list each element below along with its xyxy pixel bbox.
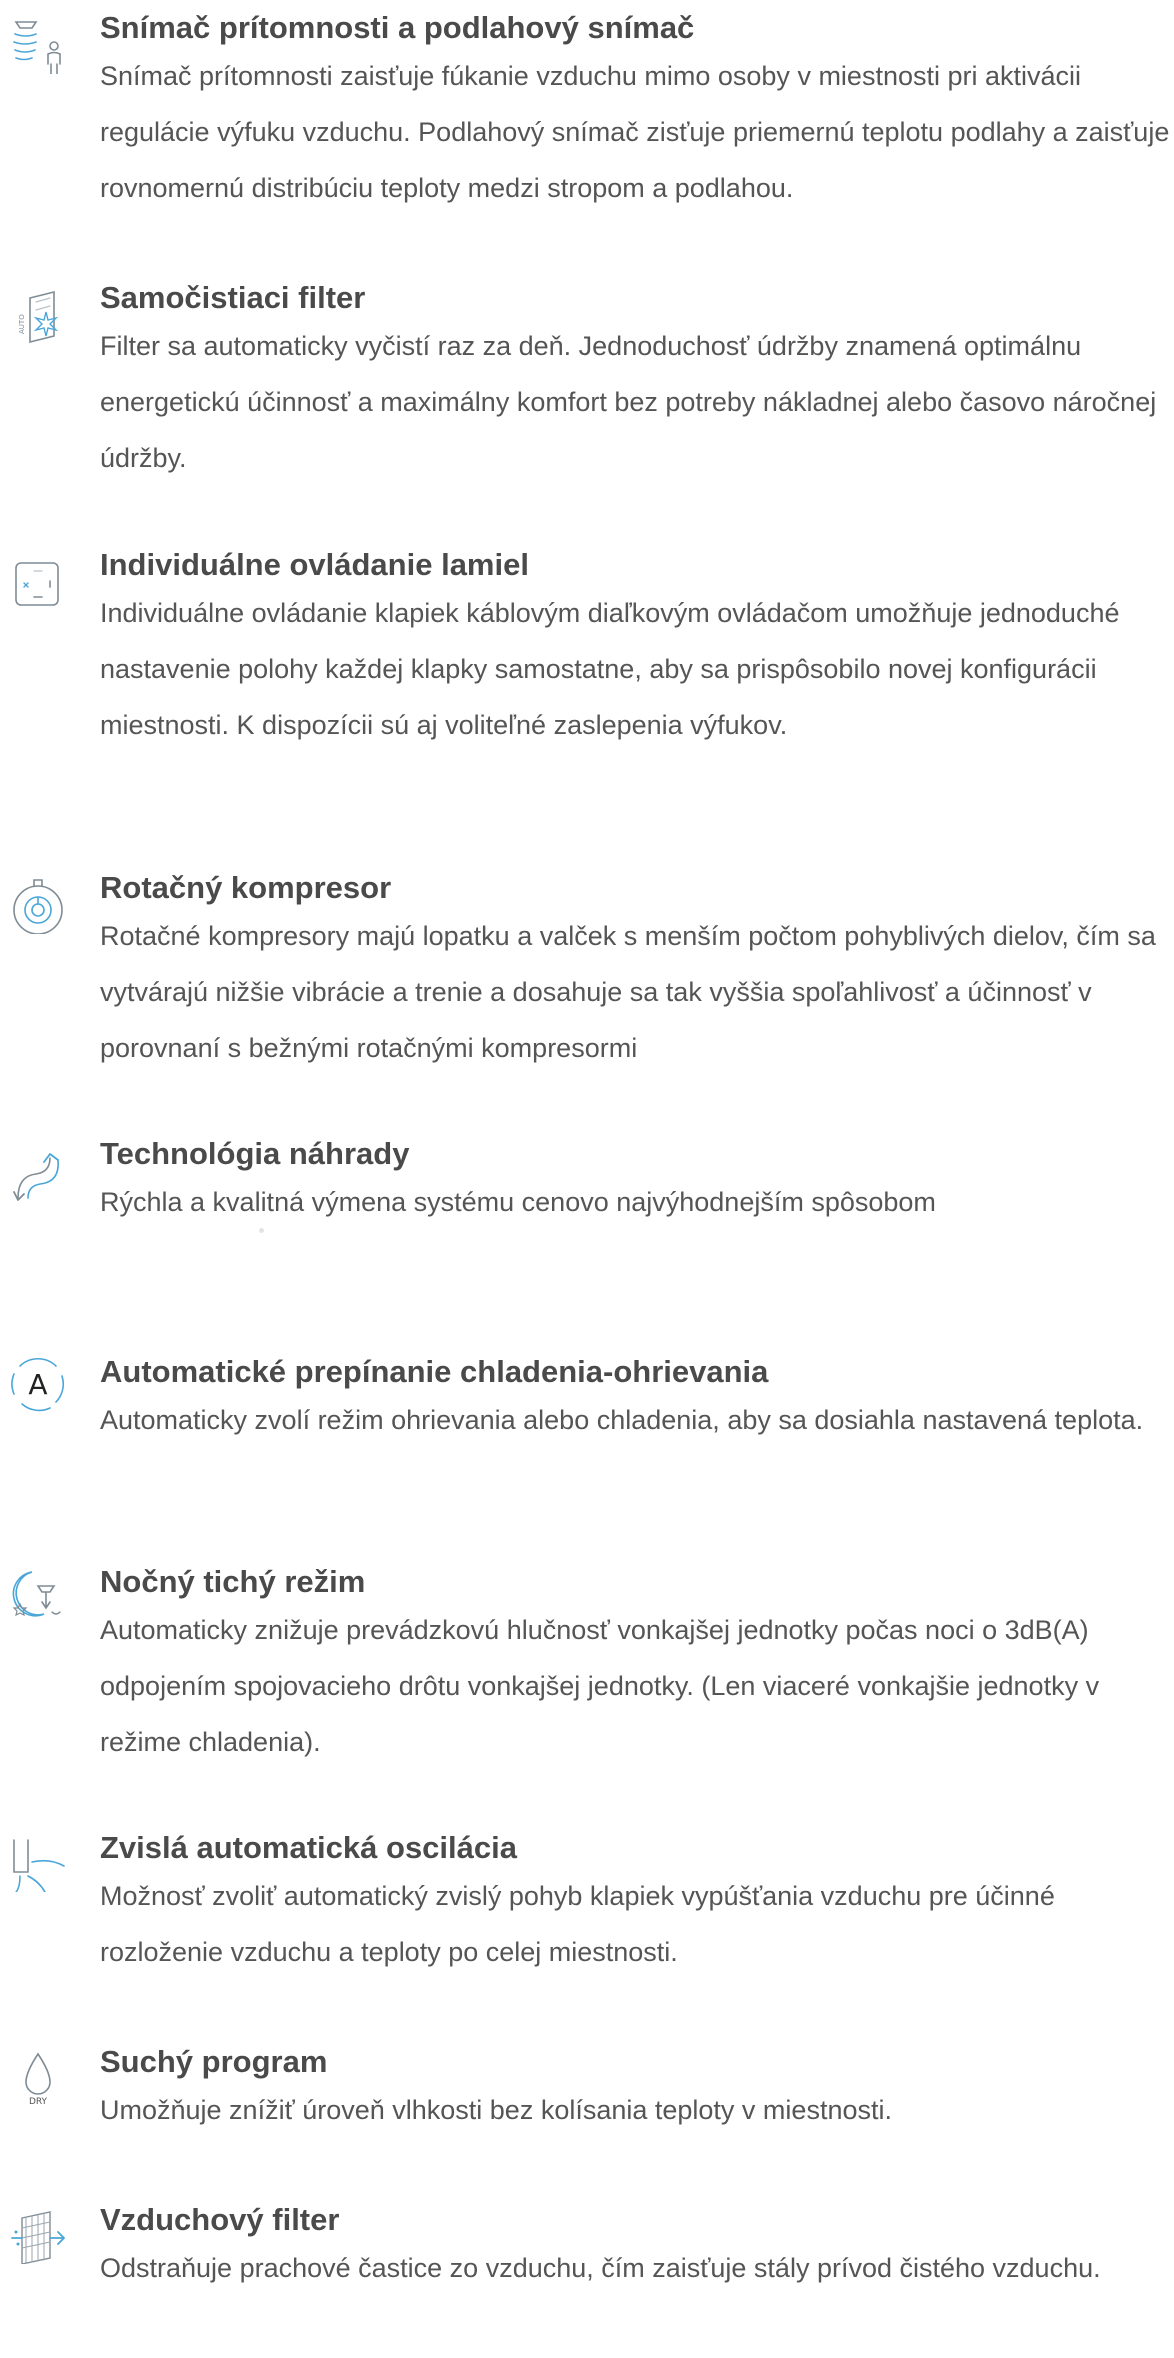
auto-changeover-icon (10, 1356, 66, 1412)
vertical-swing-icon (10, 1836, 66, 1892)
feature-title: Zvislá automatická oscilácia (100, 1830, 517, 1865)
svg-text:DRY: DRY (28, 2097, 48, 2106)
feature-description: Snímač prítomnosti zaisťuje fúkanie vzduchu mimo osoby v miestnosti pri aktivácii regulácie výfuku vzduchu. Podlahový snímač zisťuje priemernú teplotu podlahy a zaisťuje rovnomernú distribúciu teploty medzi stropom a podlahou. (100, 61, 1170, 203)
feature-title: Automatické prepínanie chladenia-ohrievania (100, 1354, 769, 1389)
feature-description: Odstraňuje prachové častice zo vzduchu, čím zaisťuje stály prívod čistého vzduchu. (100, 2253, 1101, 2283)
svg-text:AUTO: AUTO (18, 314, 26, 334)
replacement-technology-icon (10, 1148, 66, 1204)
feature-title: Rotačný kompresor (100, 870, 392, 905)
feature-title: Samočistiaci filter (100, 280, 366, 315)
feature-title: Snímač prítomnosti a podlahový snímač (100, 10, 695, 45)
feature-title: Technológia náhrady (100, 1136, 410, 1171)
feature-title: Vzduchový filter (100, 2202, 340, 2237)
feature-description: Automaticky zvolí režim ohrievania alebo chladenia, aby sa dosiahla nastavená teplota. (100, 1405, 1144, 1435)
presence-sensor-icon (10, 18, 66, 74)
feature-description: Filter sa automaticky vyčistí raz za deň. Jednoduchosť údržby znamená optimálnu energetickú účinnosť a maximálny komfort bez potreby nákladnej alebo časovo náročnej údržby. (100, 331, 1157, 473)
air-filter-icon (10, 2208, 66, 2264)
feature-title: Suchý program (100, 2044, 328, 2079)
night-quiet-mode-icon (10, 1568, 66, 1624)
louver-control-icon (10, 557, 66, 613)
feature-description: Možnosť zvoliť automatický zvislý pohyb klapiek vypúšťania vzduchu pre účinné rozloženie vzduchu a teploty po celej miestnosti. (100, 1881, 1055, 1967)
svg-text:A: A (28, 1368, 48, 1401)
feature-description: Automaticky znižuje prevádzkovú hlučnosť vonkajšej jednotky počas noci o 3dB(A) odpojením spojovacieho drôtu vonkajšej jednotky. (Len viaceré vonkajšie jednotky v režime chladenia). (100, 1615, 1100, 1757)
feature-description: Umožňuje znížiť úroveň vlhkosti bez kolísania teploty v miestnosti. (100, 2095, 892, 2125)
self-cleaning-filter-icon (10, 290, 66, 346)
feature-description: Rotačné kompresory majú lopatku a valček s menším počtom pohyblivých dielov, čím sa vytvárajú nižšie vibrácie a trenie a dosahuje sa tak vyššia spoľahlivosť a účinnosť v porovnaní s bežnými rotačnými kompresormi (100, 921, 1156, 1063)
feature-title: Individuálne ovládanie lamiel (100, 547, 529, 582)
feature-description: Individuálne ovládanie klapiek káblovým diaľkovým ovládačom umožňuje jednoduché nastavenie polohy každej klapky samostatne, aby sa prispôsobilo novej konfigurácii miestnosti. K dispozícii sú aj voliteľné zaslepenia výfukov. (100, 598, 1120, 740)
feature-description: Rýchla a kvalitná výmena systému cenovo najvýhodnejším spôsobom (100, 1187, 936, 1217)
rotary-compressor-icon (10, 878, 66, 934)
decorative-dot (259, 1228, 264, 1233)
feature-title: Nočný tichý režim (100, 1564, 366, 1599)
dry-program-icon (10, 2050, 66, 2106)
